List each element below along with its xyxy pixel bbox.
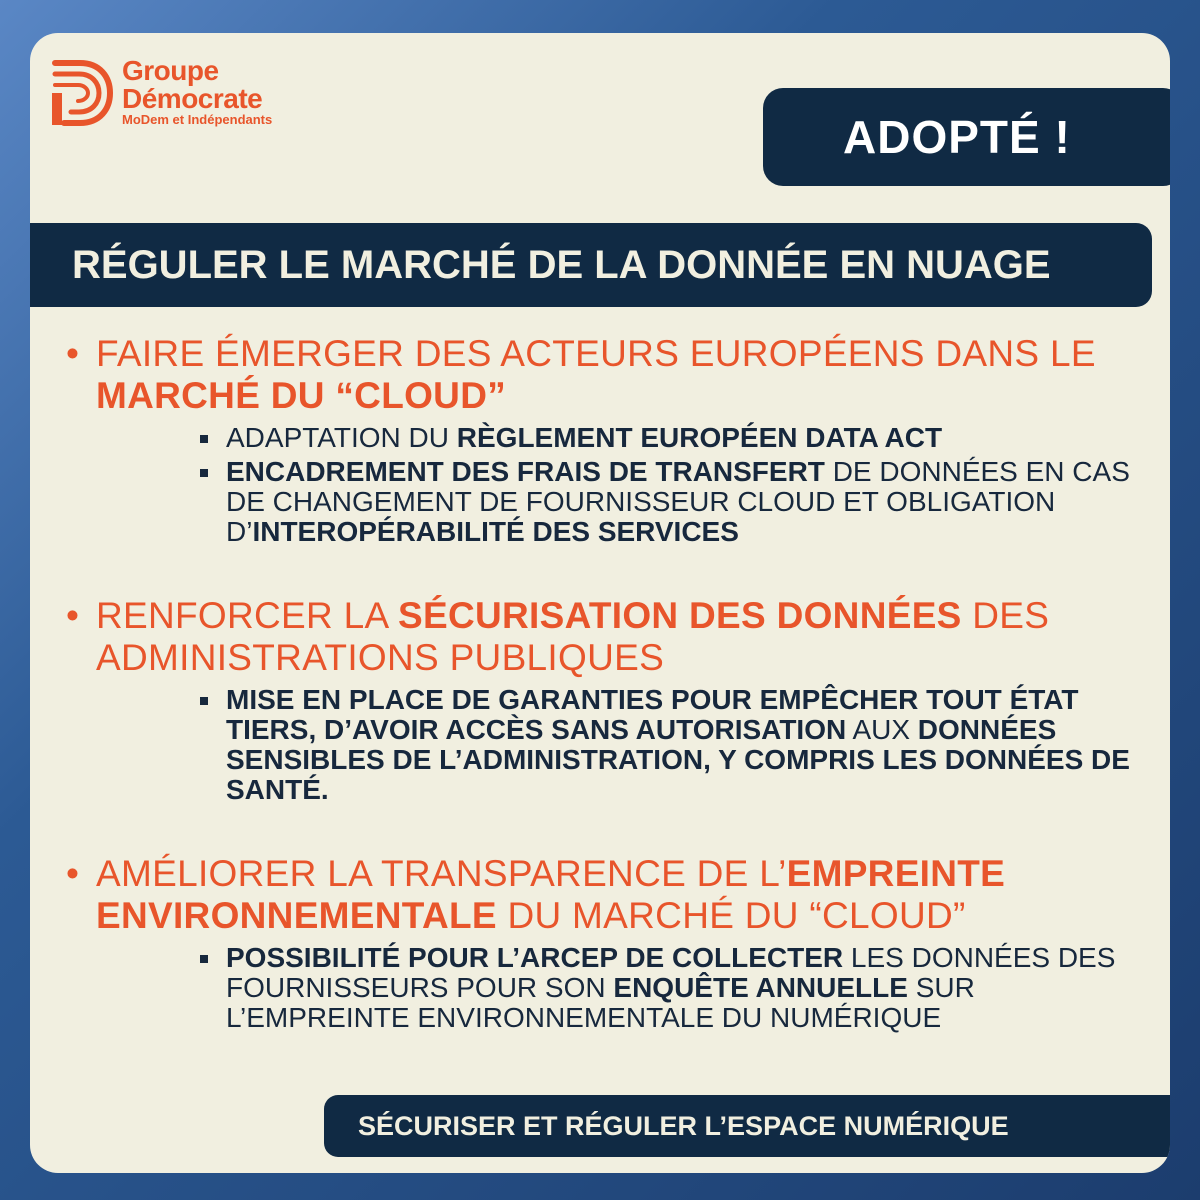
item-text: LES DONNÉES DES FOURNISSEURS POUR SON	[226, 942, 1116, 1003]
logo-line-subtitle: MoDem et Indépendants	[122, 112, 273, 127]
bullet-dot-icon: •	[66, 333, 80, 374]
item-bold: ENQUÊTE ANNUELLE	[613, 972, 908, 1003]
item-bold: INTEROPÉRABILITÉ DES SERVICES	[252, 516, 739, 547]
section-3-title-text-end: DU MARCHÉ DU “CLOUD”	[496, 895, 966, 936]
section-2-title	[66, 595, 1156, 679]
list-item	[196, 685, 1156, 805]
list-item	[196, 943, 1156, 1033]
logo-line-democrate: Démocrate	[122, 83, 263, 114]
section-2-title-bold: SÉCURISATION DES DONNÉES	[398, 595, 962, 636]
section-2-list	[66, 685, 1156, 805]
groupe-democrate-logo-icon	[52, 57, 114, 129]
list-item	[196, 423, 1156, 453]
section-3-list	[66, 943, 1156, 1033]
item-bold: DONNÉES SENSIBLES DE L’ADMINISTRATION	[226, 714, 1057, 775]
item-text: ADAPTATION DU	[226, 422, 457, 453]
logo-text	[122, 57, 272, 127]
section-1-title-text: FAIRE ÉMERGER DES ACTEURS EUROPÉENS DANS LE	[96, 333, 1096, 374]
footer-banner: SÉCURISER ET RÉGULER L’ESPACE NUMÉRIQUE	[324, 1095, 1170, 1157]
section-3-title	[66, 853, 1156, 937]
section-3-title-text: AMÉLIORER LA TRANSPARENCE DE L’	[96, 853, 787, 894]
section-2	[66, 595, 1156, 805]
logo	[52, 57, 272, 129]
item-bold: MISE EN PLACE DE GARANTIES POUR EMPÊCHER TOUT ÉTAT TIERS, D’AVOIR ACCÈS SANS AUTORISATION	[226, 684, 1079, 745]
item-text: DE DONNÉES EN CAS DE CHANGEMENT DE FOURNISSEUR CLOUD ET OBLIGATION D’	[226, 456, 1130, 547]
section-1-list	[66, 423, 1156, 547]
section-3-title-bold: EMPREINTE ENVIRONNEMENTALE	[96, 853, 1006, 936]
item-text: AUX	[846, 714, 918, 745]
section-1-title-bold: MARCHÉ DU “CLOUD”	[96, 375, 507, 416]
section-2-title-text-end: DES ADMINISTRATIONS PUBLIQUES	[96, 595, 1050, 678]
section-2-title-text: RENFORCER LA	[96, 595, 399, 636]
adopted-badge: ADOPTÉ !	[763, 88, 1170, 186]
item-bold: ENCADREMENT DES FRAIS DE TRANSFERT	[226, 456, 825, 487]
content	[66, 333, 1156, 1033]
bullet-dot-icon: •	[66, 595, 80, 636]
item-bold: RÈGLEMENT EUROPÉEN DATA ACT	[456, 422, 943, 453]
main-title: RÉGULER LE MARCHÉ DE LA DONNÉE EN NUAGE	[30, 223, 1152, 307]
bullet-dot-icon: •	[66, 853, 80, 894]
section-1-title	[66, 333, 1156, 417]
item-bold: , Y COMPRIS LES DONNÉES DE SANTÉ.	[226, 744, 1130, 805]
list-item	[196, 457, 1156, 547]
card	[30, 33, 1170, 1173]
section-1	[66, 333, 1156, 547]
logo-line-groupe: Groupe	[122, 55, 219, 86]
item-bold: POSSIBILITÉ POUR L’ARCEP DE COLLECTER	[226, 942, 844, 973]
item-text: SUR L’EMPREINTE ENVIRONNEMENTALE DU NUMÉRIQUE	[226, 972, 975, 1033]
section-3	[66, 853, 1156, 1033]
